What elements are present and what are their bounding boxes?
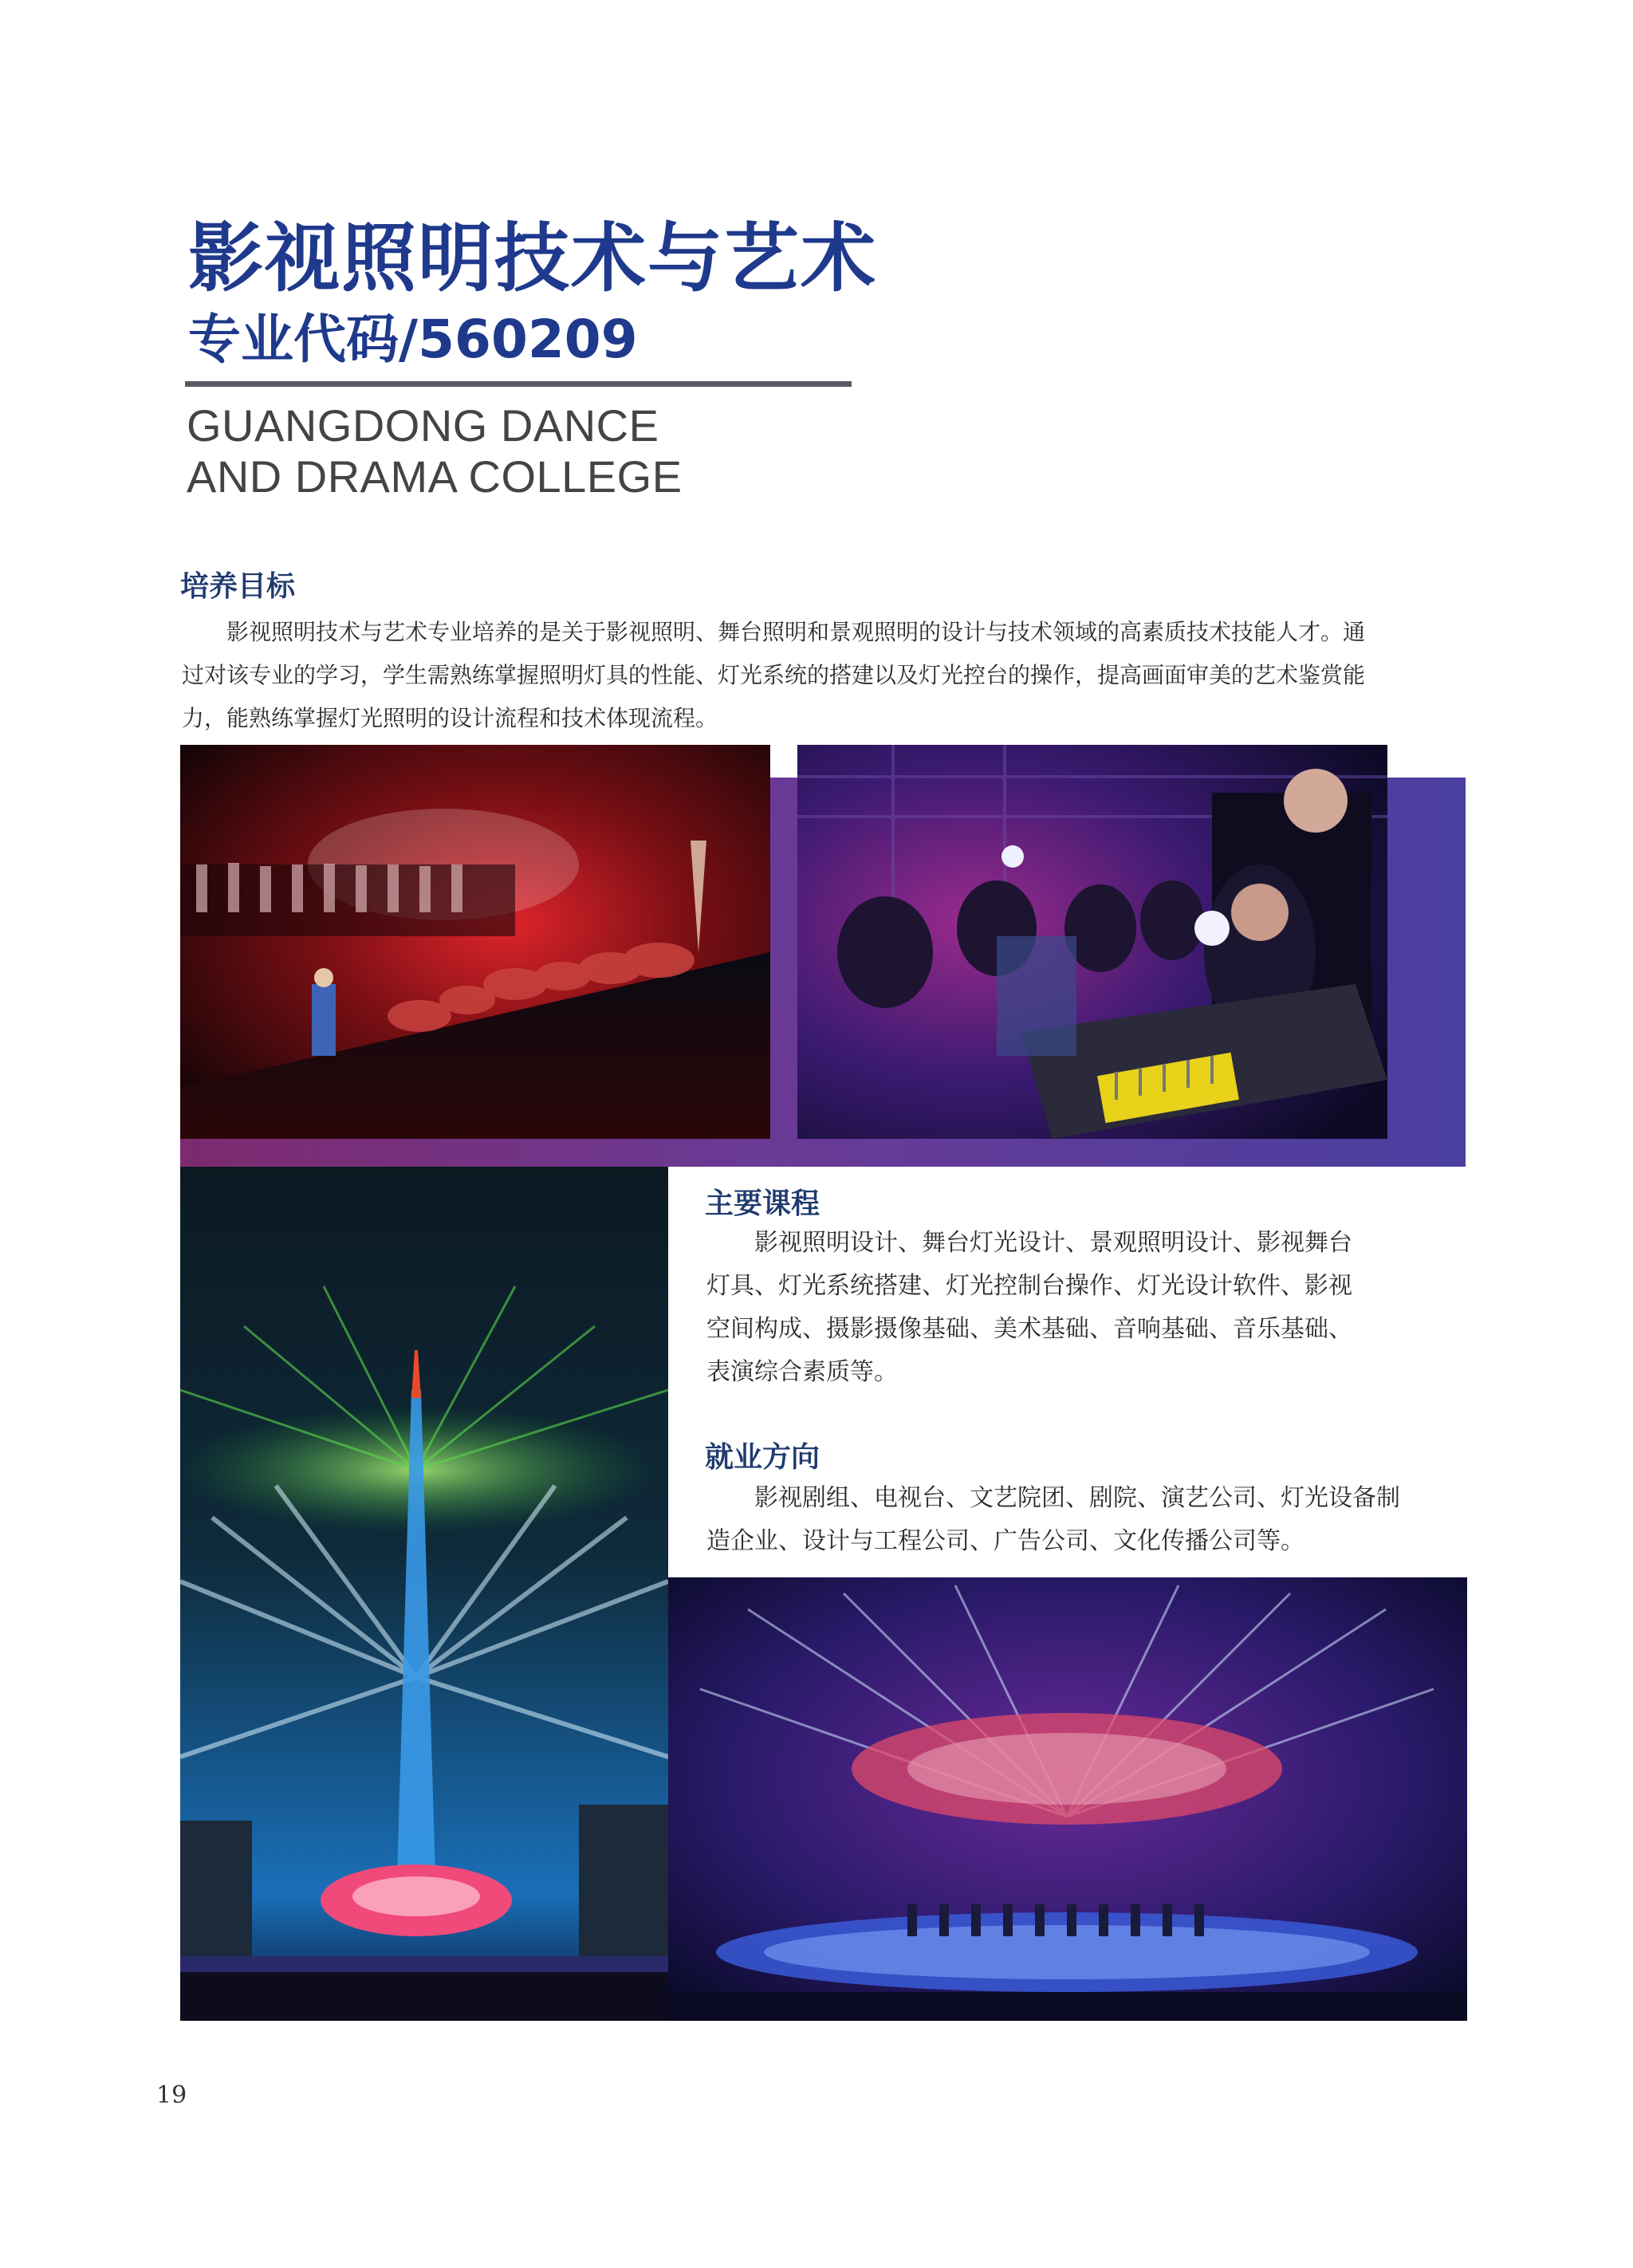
courses-line-2: 灯具、灯光系统搭建、灯光控制台操作、灯光设计软件、影视 xyxy=(706,1272,1352,1300)
career-paragraph xyxy=(706,1477,1464,1563)
goal-line-3: 力，能熟练掌握灯光照明的设计流程和技术体现流程。 xyxy=(182,705,718,731)
title-divider xyxy=(185,381,852,387)
goal-line-1: 影视照明技术与艺术专业培养的是关于影视照明、舞台照明和景观照明的设计与技术领域的高素质技术技能人才。通 xyxy=(226,619,1366,645)
tower-light-show-photo xyxy=(180,1167,668,2021)
college-name xyxy=(187,400,840,502)
courses-line-1: 影视照明设计、舞台灯光设计、景观照明设计、影视舞台 xyxy=(754,1229,1352,1257)
program-code: 专业代码/560209 xyxy=(188,309,638,370)
goal-paragraph xyxy=(182,611,1474,740)
career-line-2: 造企业、设计与工程公司、广告公司、文化传播公司等。 xyxy=(706,1527,1304,1555)
courses-line-3: 空间构成、摄影摄像基础、美术基础、音响基础、音乐基础、 xyxy=(706,1315,1352,1343)
goal-line-2: 过对该专业的学习，学生需熟练掌握照明灯具的性能、灯光系统的搭建以及灯光控台的操作，提高画面审美的艺术鉴赏能 xyxy=(182,662,1366,688)
courses-heading: 主要课程 xyxy=(705,1187,820,1220)
lighting-console-photo xyxy=(797,745,1387,1139)
college-name-line-1: GUANGDONG DANCE xyxy=(187,400,659,451)
page-title: 影视照明技术与艺术 xyxy=(188,215,878,302)
career-line-1: 影视剧组、电视台、文艺院团、剧院、演艺公司、灯光设备制 xyxy=(754,1484,1400,1512)
courses-paragraph xyxy=(706,1222,1464,1394)
arena-stage-photo xyxy=(668,1577,1467,2021)
stage-performance-photo xyxy=(180,745,770,1139)
college-name-line-2: AND DRAMA COLLEGE xyxy=(187,451,683,502)
page-number: 19 xyxy=(156,2081,187,2109)
career-heading: 就业方向 xyxy=(705,1441,820,1474)
courses-line-4: 表演综合素质等。 xyxy=(706,1358,898,1386)
goal-heading: 培养目标 xyxy=(180,570,296,603)
